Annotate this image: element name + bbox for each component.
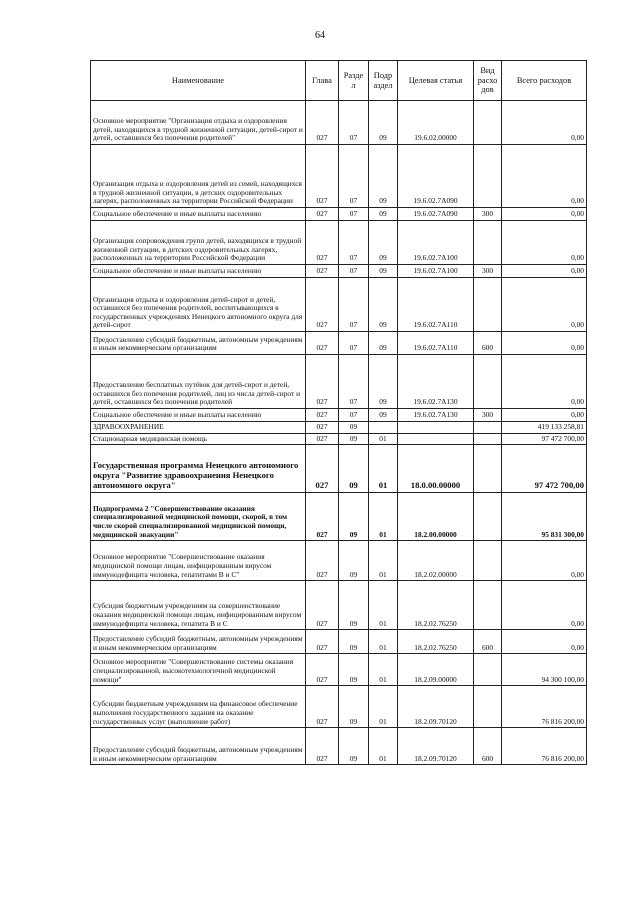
cell-statya: 18.2.00.00000	[398, 493, 474, 541]
cell-podrazdel: 01	[369, 654, 398, 686]
cell-podrazdel: 09	[369, 208, 398, 221]
cell-name: Предоставление субсидий бюджетным, автономным учреждениям и иным некоммерческим организациям	[91, 332, 306, 355]
cell-vid	[474, 686, 502, 728]
cell-name: Социальное обеспечение и иные выплаты населению	[91, 265, 306, 278]
cell-glava: 027	[306, 145, 339, 208]
cell-name: Социальное обеспечение и иные выплаты населению	[91, 208, 306, 221]
table-row	[91, 433, 587, 445]
header-name: Наименование	[91, 61, 306, 101]
header-razdel: Разде л	[339, 61, 369, 101]
cell-total: 95 831 300,00	[502, 493, 587, 541]
cell-glava: 027	[306, 101, 339, 145]
cell-razdel: 09	[339, 445, 369, 493]
cell-name: Предоставление субсидий бюджетным, автономным учреждениям и иным некоммерческим организациям	[91, 630, 306, 654]
cell-statya: 19.6.02.7А130	[398, 355, 474, 409]
cell-razdel: 07	[339, 409, 369, 422]
cell-vid: 600	[474, 332, 502, 355]
cell-razdel: 07	[339, 101, 369, 145]
cell-statya: 19.6.02.7А100	[398, 265, 474, 278]
cell-name: Основное мероприятие "Организация отдыха и оздоровления детей, находящихся в трудной жизненной ситуации, детей-сирот и детей, оставшихся без попечения родителей"	[91, 101, 306, 145]
cell-razdel: 09	[339, 433, 369, 445]
cell-podrazdel	[369, 422, 398, 434]
cell-vid: 600	[474, 630, 502, 654]
cell-name: Государственная программа Ненецкого автономного округа "Развитие здравоохранения Ненецкого автономного округа"	[91, 445, 306, 493]
cell-razdel: 09	[339, 541, 369, 581]
cell-statya: 18.2.09.00000	[398, 654, 474, 686]
cell-razdel: 07	[339, 221, 369, 265]
cell-glava: 027	[306, 409, 339, 422]
cell-statya: 19.6.02.7А110	[398, 332, 474, 355]
cell-glava: 027	[306, 541, 339, 581]
cell-glava: 027	[306, 686, 339, 728]
cell-podrazdel: 01	[369, 541, 398, 581]
cell-statya	[398, 433, 474, 445]
cell-statya: 18.2.09.70120	[398, 686, 474, 728]
cell-vid	[474, 422, 502, 434]
cell-total: 0,00	[502, 409, 587, 422]
table-header-row	[91, 61, 587, 101]
cell-razdel: 09	[339, 581, 369, 630]
cell-vid: 300	[474, 208, 502, 221]
cell-razdel: 07	[339, 265, 369, 278]
cell-podrazdel: 01	[369, 728, 398, 765]
cell-name: Субсидия бюджетным учреждениям на совершенствование оказания медицинской помощи лицам, инфицированным вирусом иммунодефицита человека, гепатита В и С	[91, 581, 306, 630]
cell-name: Основное мероприятие "Совершенствование системы оказания специализированной, высокотехнологичной медицинской помощи"	[91, 654, 306, 686]
cell-glava: 027	[306, 208, 339, 221]
cell-vid: 300	[474, 409, 502, 422]
cell-glava: 027	[306, 332, 339, 355]
cell-razdel: 07	[339, 355, 369, 409]
table-row	[91, 265, 587, 278]
cell-razdel: 09	[339, 493, 369, 541]
cell-razdel: 07	[339, 332, 369, 355]
cell-glava: 027	[306, 654, 339, 686]
table-row	[91, 728, 587, 765]
cell-total: 97 472 700,00	[502, 445, 587, 493]
cell-statya: 19.6.02.7А090	[398, 208, 474, 221]
cell-total: 76 816 200,00	[502, 686, 587, 728]
cell-podrazdel: 09	[369, 332, 398, 355]
cell-podrazdel: 01	[369, 433, 398, 445]
cell-statya: 18.2.02.76250	[398, 630, 474, 654]
cell-vid	[474, 541, 502, 581]
cell-podrazdel: 01	[369, 493, 398, 541]
cell-name: Социальное обеспечение и иные выплаты населению	[91, 409, 306, 422]
cell-total: 0,00	[502, 541, 587, 581]
cell-vid	[474, 445, 502, 493]
table-row	[91, 355, 587, 409]
cell-statya: 18.2.02.76250	[398, 581, 474, 630]
table-row	[91, 581, 587, 630]
cell-name: Основное мероприятие "Совершенствование оказания медицинской помощи лицам, инфицированным вирусом иммунодефицита человека, гепатитами В и С"	[91, 541, 306, 581]
cell-glava: 027	[306, 355, 339, 409]
cell-vid	[474, 355, 502, 409]
table-row	[91, 409, 587, 422]
table-row	[91, 332, 587, 355]
cell-statya: 19.6.02.7А110	[398, 278, 474, 332]
header-statya: Целевая статья	[398, 61, 474, 101]
cell-total: 0,00	[502, 278, 587, 332]
table-row	[91, 101, 587, 145]
cell-podrazdel: 09	[369, 409, 398, 422]
cell-vid	[474, 145, 502, 208]
table-body	[91, 101, 587, 765]
header-glava: Глава	[306, 61, 339, 101]
cell-name: Организация сопровождения групп детей, находящихся в трудной жизненной ситуации, в детских оздоровительных лагерях, расположенных на территории Российской Федерации	[91, 221, 306, 265]
cell-razdel: 07	[339, 208, 369, 221]
cell-glava: 027	[306, 422, 339, 434]
cell-vid	[474, 278, 502, 332]
cell-glava: 027	[306, 265, 339, 278]
cell-name: Предоставление бесплатных путёвок для детей-сирот и детей, оставшихся без попечения родителей, лиц из числа детей-сирот и детей, оставшихся без попечения родителей	[91, 355, 306, 409]
table-row	[91, 278, 587, 332]
cell-name: Организация отдыха и оздоровления детей-сирот и детей, оставшихся без попечения родителей, воспитывающихся в государственных учреждениях Ненецкого автономного округа для детей-сирот	[91, 278, 306, 332]
cell-glava: 027	[306, 493, 339, 541]
cell-podrazdel: 09	[369, 265, 398, 278]
table-row	[91, 686, 587, 728]
cell-total: 94 300 100,00	[502, 654, 587, 686]
cell-glava: 027	[306, 728, 339, 765]
table-row	[91, 445, 587, 493]
cell-statya: 18.2.02.00000	[398, 541, 474, 581]
cell-vid	[474, 433, 502, 445]
cell-name: Субсидии бюджетным учреждениям на финансовое обеспечение выполнения государственного задания на оказание государственных услуг (выполнение работ)	[91, 686, 306, 728]
cell-statya: 19.6.02.7А130	[398, 409, 474, 422]
cell-podrazdel: 09	[369, 101, 398, 145]
cell-statya: 18.0.00.00000	[398, 445, 474, 493]
cell-total: 97 472 700,00	[502, 433, 587, 445]
table-row	[91, 493, 587, 541]
cell-razdel: 09	[339, 654, 369, 686]
cell-total: 0,00	[502, 630, 587, 654]
cell-podrazdel: 01	[369, 581, 398, 630]
cell-podrazdel: 09	[369, 221, 398, 265]
cell-vid	[474, 493, 502, 541]
cell-total: 0,00	[502, 221, 587, 265]
cell-vid: 300	[474, 265, 502, 278]
cell-razdel: 07	[339, 145, 369, 208]
cell-podrazdel: 09	[369, 278, 398, 332]
cell-glava: 027	[306, 445, 339, 493]
cell-podrazdel: 01	[369, 630, 398, 654]
table-row	[91, 630, 587, 654]
cell-statya: 19.6.02.7А090	[398, 145, 474, 208]
table-row	[91, 654, 587, 686]
header-vid: Вид расхо дов	[474, 61, 502, 101]
cell-statya: 19.6.02.00000	[398, 101, 474, 145]
table-row	[91, 541, 587, 581]
cell-name: Стационарная медицинская помощь	[91, 433, 306, 445]
cell-razdel: 09	[339, 422, 369, 434]
cell-total: 0,00	[502, 265, 587, 278]
header-total: Всего расходов	[502, 61, 587, 101]
cell-name: ЗДРАВООХРАНЕНИЕ	[91, 422, 306, 434]
cell-total: 419 133 258,81	[502, 422, 587, 434]
cell-razdel: 09	[339, 686, 369, 728]
header-podrazdel: Подр аздел	[369, 61, 398, 101]
cell-razdel: 09	[339, 728, 369, 765]
cell-statya: 18.2.09.70120	[398, 728, 474, 765]
cell-vid	[474, 654, 502, 686]
cell-statya	[398, 422, 474, 434]
cell-total: 0,00	[502, 581, 587, 630]
table-row	[91, 221, 587, 265]
cell-podrazdel: 01	[369, 686, 398, 728]
cell-glava: 027	[306, 221, 339, 265]
table-row	[91, 208, 587, 221]
cell-glava: 027	[306, 433, 339, 445]
cell-total: 0,00	[502, 332, 587, 355]
cell-statya: 19.6.02.7А100	[398, 221, 474, 265]
cell-total: 0,00	[502, 101, 587, 145]
cell-name: Предоставление субсидий бюджетным, автономным учреждениям и иным некоммерческим организациям	[91, 728, 306, 765]
cell-total: 0,00	[502, 208, 587, 221]
cell-glava: 027	[306, 278, 339, 332]
cell-vid	[474, 581, 502, 630]
cell-vid	[474, 221, 502, 265]
page-number: 64	[315, 30, 325, 41]
cell-podrazdel: 09	[369, 355, 398, 409]
cell-glava: 027	[306, 581, 339, 630]
expenditure-table	[90, 60, 587, 765]
cell-vid	[474, 101, 502, 145]
cell-name: Организация отдыха и оздоровления детей из семей, находящихся в трудной жизненной ситуации, в детских оздоровительных лагерях, расположенных на территории Российской Федерации	[91, 145, 306, 208]
cell-total: 0,00	[502, 145, 587, 208]
table-row	[91, 422, 587, 434]
cell-podrazdel: 09	[369, 145, 398, 208]
cell-total: 76 816 200,00	[502, 728, 587, 765]
cell-glava: 027	[306, 630, 339, 654]
cell-vid: 600	[474, 728, 502, 765]
table-row	[91, 145, 587, 208]
cell-razdel: 07	[339, 278, 369, 332]
cell-podrazdel: 01	[369, 445, 398, 493]
cell-razdel: 09	[339, 630, 369, 654]
cell-total: 0,00	[502, 355, 587, 409]
cell-name: Подпрограмма 2 "Совершенствование оказания специализированной медицинской помощи, скорой, в том числе скорой специализированной медицинской помощи, медицинской эвакуации"	[91, 493, 306, 541]
